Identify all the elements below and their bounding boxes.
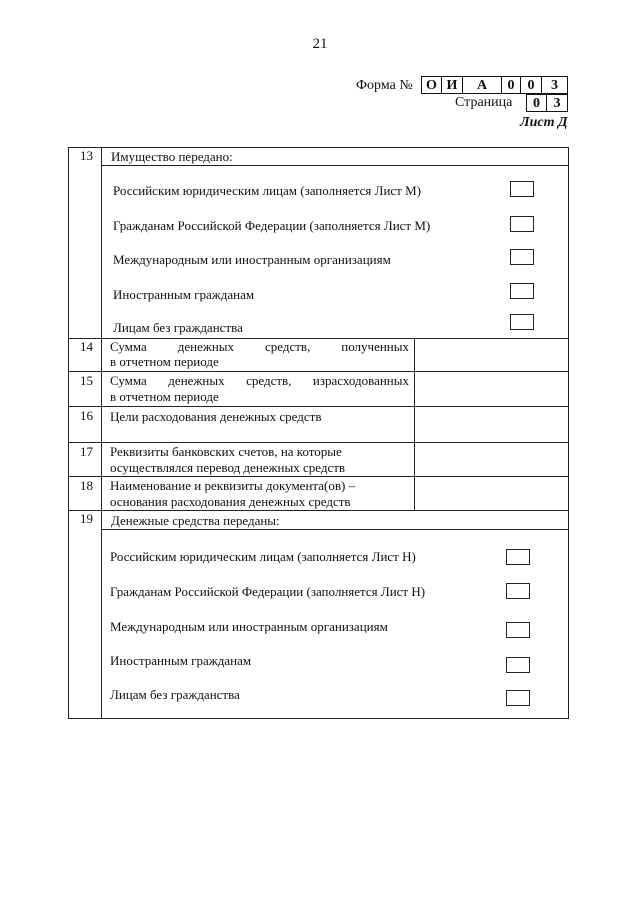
option-checkbox[interactable] — [510, 314, 534, 330]
row-19-title-underline — [101, 529, 569, 530]
value-cell[interactable] — [415, 407, 568, 442]
option-label: Международным или иностранным организациям — [113, 252, 391, 267]
table-column-divider — [101, 147, 102, 719]
row-number: 14 — [80, 339, 93, 354]
row-13-title: Имущество передано: — [111, 149, 233, 164]
row-label: Наименование и реквизиты документа(ов) – — [110, 478, 356, 493]
option-checkbox[interactable] — [510, 283, 534, 299]
form-code-cell: А — [462, 76, 502, 94]
page-number: 21 — [312, 36, 328, 52]
row-label: Реквизиты банковских счетов, на которые — [110, 444, 342, 459]
value-cell[interactable] — [415, 372, 568, 406]
row-number: 17 — [80, 444, 93, 459]
row-label: осуществлялся перевод денежных средств — [110, 460, 346, 475]
table-border-right — [568, 147, 569, 719]
option-label: Международным или иностранным организациям — [110, 619, 388, 634]
row-number: 18 — [80, 478, 93, 493]
option-checkbox[interactable] — [506, 622, 530, 638]
option-label: Российским юридическим лицам (заполняется Лист Н) — [110, 549, 416, 564]
row-label: Сумма денежных средств, полученных — [110, 339, 409, 354]
row-number: 19 — [80, 511, 93, 526]
form-code-cell: 3 — [541, 76, 568, 94]
row-number: 16 — [80, 408, 93, 423]
row-number: 13 — [80, 148, 93, 163]
sheet-label: Лист Д — [520, 115, 568, 130]
option-label: Иностранным гражданам — [110, 653, 252, 668]
form-code-cell: 0 — [520, 76, 542, 94]
row-label: Сумма денежных средств, израсходованных — [110, 373, 409, 388]
form-code-cell: 0 — [501, 76, 521, 94]
value-cell[interactable] — [415, 339, 568, 371]
option-checkbox[interactable] — [506, 657, 530, 673]
form-code-cell: О — [421, 76, 442, 94]
option-checkbox[interactable] — [506, 690, 530, 706]
page-code-cell: 0 — [526, 94, 547, 112]
row-19-title: Денежные средства переданы: — [111, 513, 280, 528]
table-border-bottom — [68, 718, 569, 719]
option-checkbox[interactable] — [510, 249, 534, 265]
option-checkbox[interactable] — [506, 583, 530, 599]
row-label: основания расходования денежных средств — [110, 494, 351, 509]
table-border-top — [68, 147, 569, 148]
option-label: Гражданам Российской Федерации (заполняется Лист М) — [113, 218, 431, 233]
row-label: в отчетном периоде — [110, 389, 219, 404]
option-label: Гражданам Российской Федерации (заполняется Лист Н) — [110, 584, 426, 599]
form-code-cell: И — [441, 76, 463, 94]
option-label: Иностранным гражданам — [113, 287, 255, 302]
value-cell[interactable] — [415, 477, 568, 510]
row-13-title-underline — [101, 165, 569, 166]
page-code-cell: 3 — [546, 94, 568, 112]
option-label: Российским юридическим лицам (заполняется Лист М) — [113, 183, 421, 198]
table-border-left — [68, 147, 69, 719]
row-divider — [68, 510, 569, 511]
page-label: Страница — [455, 95, 513, 110]
option-checkbox[interactable] — [506, 549, 530, 565]
row-label: в отчетном периоде — [110, 354, 219, 369]
option-checkbox[interactable] — [510, 216, 534, 232]
option-label: Лицам без гражданства — [113, 320, 243, 335]
form-number-label: Форма № — [356, 78, 413, 93]
option-checkbox[interactable] — [510, 181, 534, 197]
row-label: Цели расходования денежных средств — [110, 409, 322, 424]
option-label: Лицам без гражданства — [110, 687, 240, 702]
row-number: 15 — [80, 373, 93, 388]
value-cell[interactable] — [415, 443, 568, 476]
